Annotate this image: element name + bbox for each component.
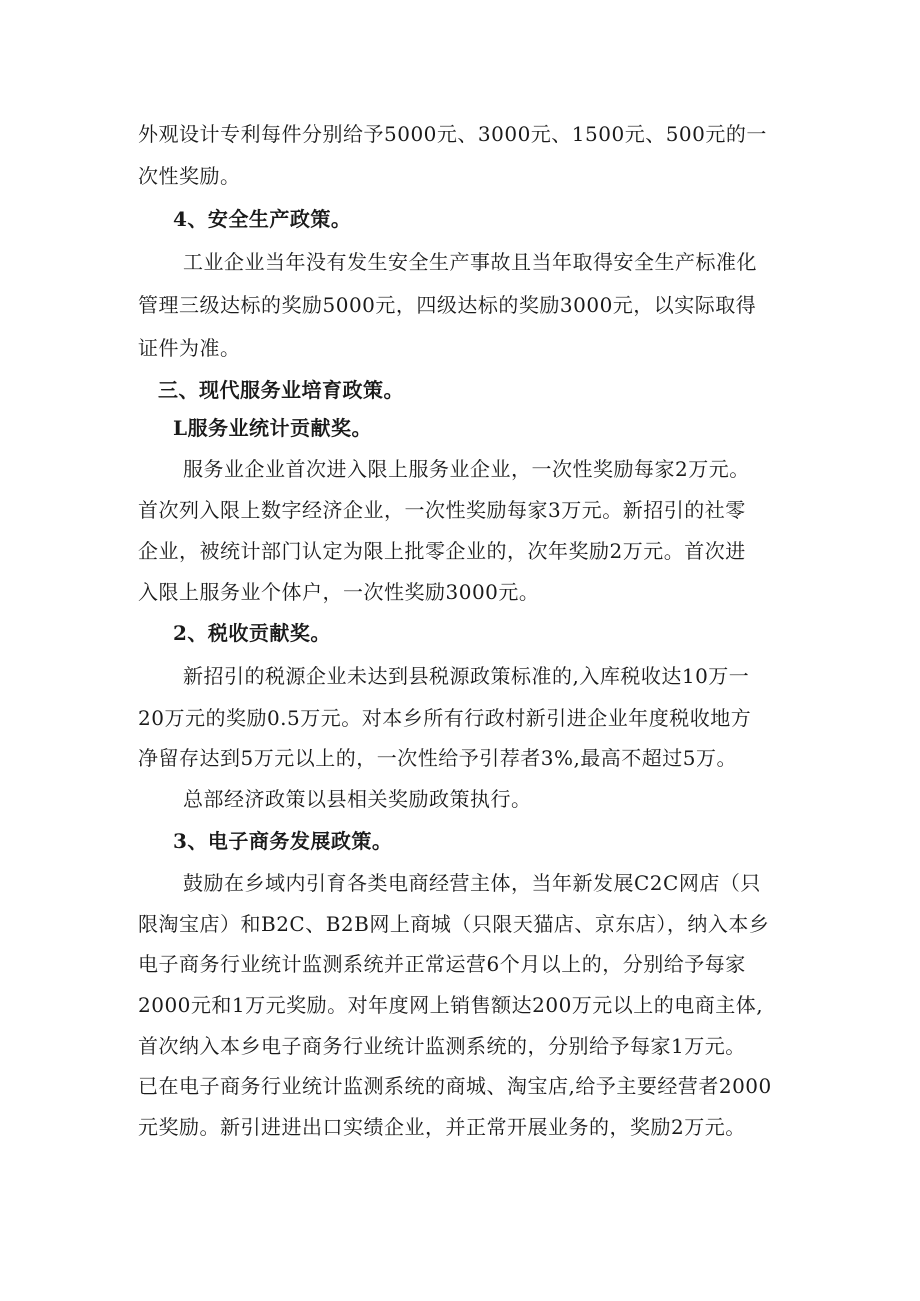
paragraph-line: 新招引的税源企业未达到县税源政策标准的,入库税收达10万一 bbox=[183, 664, 750, 688]
chapter-heading: 三、现代服务业培育政策。 bbox=[158, 378, 404, 402]
paragraph-line: 总部经济政策以县相关奖励政策执行。 bbox=[183, 787, 532, 811]
paragraph-line: 企业，被统计部门认定为限上批零企业的，次年奖励2万元。首次进 bbox=[138, 539, 746, 563]
paragraph-line: 次性奖励。 bbox=[138, 164, 241, 188]
paragraph-line: 工业企业当年没有发生安全生产事故且当年取得安全生产标准化 bbox=[183, 250, 757, 274]
section-heading: L服务业统计贡献奖。 bbox=[173, 416, 373, 440]
paragraph-line: 20万元的奖励0.5万元。对本乡所有行政村新引进企业年度税收地方 bbox=[138, 706, 752, 730]
paragraph-line: 限淘宝店）和B2C、B2B网上商城（只限天猫店、京东店），纳入本乡 bbox=[138, 912, 770, 936]
paragraph-line: 首次纳入本乡电子商务行业统计监测系统的，分别给予每家1万元。 bbox=[138, 1034, 746, 1058]
paragraph-line: 首次列入限上数字经济企业，一次性奖励每家3万元。新招引的社零 bbox=[138, 498, 746, 522]
paragraph-line: 元奖励。新引进进出口实绩企业，并正常开展业务的，奖励2万元。 bbox=[138, 1115, 746, 1139]
paragraph-line: 入限上服务业个体户，一次性奖励3000元。 bbox=[138, 580, 540, 604]
paragraph-line: 2000元和1万元奖励。对年度网上销售额达200万元以上的电商主体, bbox=[138, 993, 764, 1017]
paragraph-line: 外观设计专利每件分别给予5000元、3000元、1500元、500元的一 bbox=[138, 122, 767, 146]
paragraph-line: 电子商务行业统计监测系统并正常运营6个月以上的，分别给予每家 bbox=[138, 952, 746, 976]
paragraph-line: 鼓励在乡域内引育各类电商经营主体，当年新发展C2C网店（只 bbox=[183, 871, 761, 895]
paragraph-line: 已在电子商务行业统计监测系统的商城、淘宝店,给予主要经营者2000 bbox=[138, 1074, 772, 1098]
section-heading: 4、安全生产政策。 bbox=[173, 207, 352, 231]
paragraph-line: 净留存达到5万元以上的，一次性给予引荐者3%,最高不超过5万。 bbox=[138, 746, 738, 770]
paragraph-line: 服务业企业首次进入限上服务业企业，一次性奖励每家2万元。 bbox=[183, 457, 750, 481]
section-heading: 2、税收贡献奖。 bbox=[173, 621, 331, 645]
section-heading: 3、电子商务发展政策。 bbox=[173, 829, 393, 853]
paragraph-line: 管理三级达标的奖励5000元，四级达标的奖励3000元，以实际取得 bbox=[138, 293, 757, 317]
paragraph-line: 证件为准。 bbox=[138, 336, 241, 360]
